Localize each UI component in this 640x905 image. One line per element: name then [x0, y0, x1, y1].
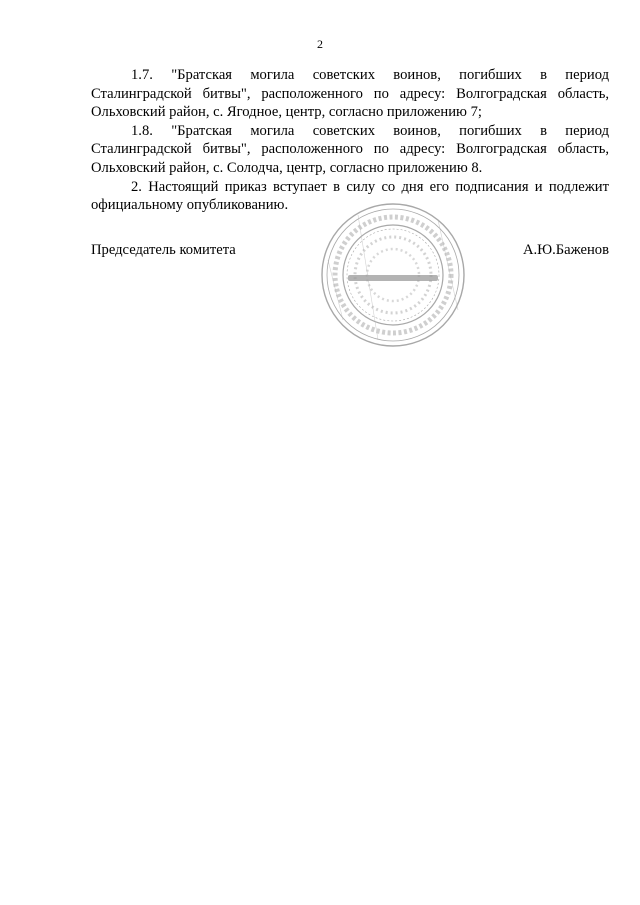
signatory-title: Председатель комитета [91, 242, 236, 258]
paragraph-1-8: 1.8. "Братская могила советских воинов, погибших в период Сталинградской битвы", расположенного по адресу: Волгоградская область, Ольховский район, с. Солодча, центр, согласно приложению 8. [91, 122, 609, 176]
page-number: 2 [317, 37, 323, 51]
paragraph-1-7: 1.7. "Братская могила советских воинов, погибших в период Сталинградской битвы", расположенного по адресу: Волгоградская область, Ольховский район, с. Ягодное, центр, согласно приложению 7; [91, 67, 609, 121]
signatory-name: А.Ю.Баженов [522, 242, 609, 258]
paragraph-2: 2. Настоящий приказ вступает в силу со дня его подписания и подлежит официальному опубликованию. [91, 178, 609, 214]
official-seal-icon [318, 200, 468, 350]
document-body [91, 66, 609, 215]
